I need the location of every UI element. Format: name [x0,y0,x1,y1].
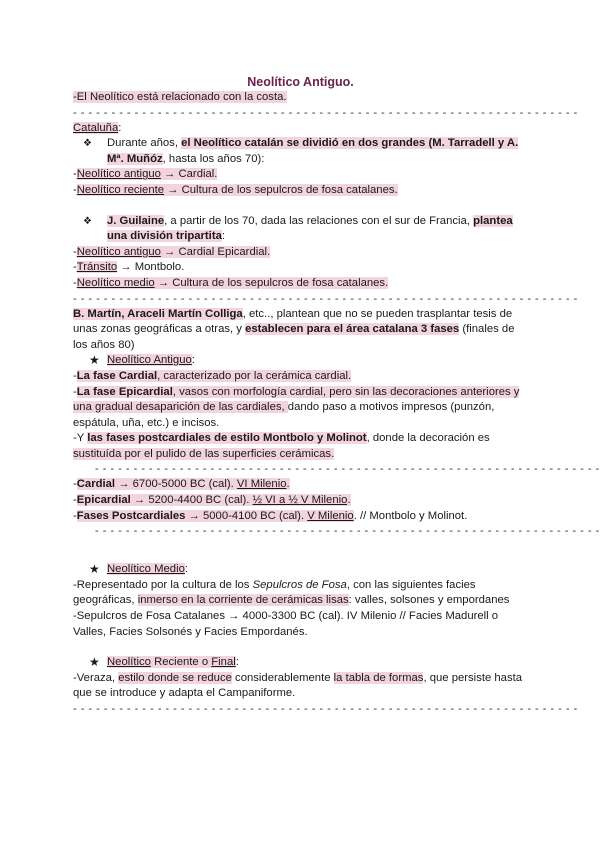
intro-text: -El Neolítico está relacionado con la costa. [73,91,287,103]
paragraph-sepulcros: -Sepulcros de Fosa Catalanes → 4000-3300 BC (cal). IV Milenio // Facies Madurell o Valles, Facies Solsonés y Facies Empordanés. [73,610,499,638]
page-title: Neolítico Antiguo. [247,75,354,89]
list-item: -Tránsito → Montbolo. [73,261,185,274]
paragraph-martin: B. Martín, Araceli Martín Colliga, etc.., plantean que no se pueden trasplantar tesis de unas zonas geográficas a otras, y establecen para el área catalana 3 fases (finales de los años 80) [73,307,515,351]
list-item: -La fase Cardial, caracterizado por la cerámica cardial. [73,369,352,382]
paragraph-veraza: -Veraza, estilo donde se reduce considerablemente la tabla de formas, que persiste hasta que se introduce y adapta el Campaniforme. [73,671,523,700]
diamond-bullet-icon: ❖ [83,138,92,150]
list-item: -Neolítico antiguo → Cardial Epicardial. [73,245,271,258]
bullet-guilaine: ❖ J. Guilaine, a partir de los 70, dada las relaciones con el sur de Francia, plantea una división tripartita: [83,214,513,243]
bullet-tarradell: ❖ Durante años, el Neolítico catalán se dividió en dos grandes (M. Tarradell y A. Mª. Muñóz, hasta los años 70): [83,137,519,165]
section-cataluna: Cataluña: [73,121,122,134]
paragraph-medio: -Representado por la cultura de los Sepulcros de Fosa, con las siguientes facies geográficas, inmerso en la corriente de cerámicas lisas: valles, solsones y empordanes [73,578,510,607]
list-item: -Neolítico medio → Cultura de los sepulcros de fosa catalanes. [73,276,389,289]
chronology-item: -Fases Postcardiales → 5000-4100 BC (cal). V Milenio. // Montbolo y Molinot. [73,509,468,522]
separator: - - - - - - - - - - - - - - - - - - - - - - - - - - - - - - - - - - - - - - - - - - - - - - - - - - - - - - - - - - - - - - - - - - [95,525,600,538]
separator: - - - - - - - - - - - - - - - - - - - - - - - - - - - - - - - - - - - - - - - - - - - - - - - - - - - - - - - - - - - - - - - - - - [73,703,578,715]
chronology-item: -Epicardial → 5200-4400 BC (cal). ½ VI a ½ V Milenio. [73,494,351,507]
heading-neolitico-reciente: ★ Neolítico Reciente o Final: [89,655,239,670]
list-item: -Neolítico reciente → Cultura de los sepulcros de fosa catalanes. [73,183,398,196]
list-item: -Y las fases postcardiales de estilo Montbolo y Molinot, donde la decoración es sustituída por el pulido de las superficies cerámicas. [73,432,490,460]
document-page [73,74,600,717]
list-item: -Neolítico antiguo → Cardial. [73,168,218,181]
list-item: -La fase Epicardial, vasos con morfología cardial, pero sin las decoraciones anteriores y una gradual desaparición de las cardiales, dando paso a motivos impresos (punzón, espátula, uña, etc.) e incisos. [73,385,520,429]
star-bullet-icon: ★ [89,353,100,368]
heading-neolitico-antiguo: ★ Neolítico Antiguo: [89,353,195,368]
separator: - - - - - - - - - - - - - - - - - - - - - - - - - - - - - - - - - - - - - - - - - - - - - - - - - - - - - - - - - - - - - - - - - - [95,463,600,476]
diamond-bullet-icon: ❖ [83,215,92,227]
separator: - - - - - - - - - - - - - - - - - - - - - - - - - - - - - - - - - - - - - - - - - - - - - - - - - - - - - - - - - - - - - - - - - - [73,292,578,305]
star-bullet-icon: ★ [89,562,100,577]
chronology-item: -Cardial → 6700-5000 BC (cal). VI Milenio. [73,478,290,491]
heading-neolitico-medio: ★ Neolítico Medio: [89,562,188,577]
star-bullet-icon: ★ [89,655,100,670]
intro-line [73,90,528,106]
separator: - - - - - - - - - - - - - - - - - - - - - - - - - - - - - - - - - - - - - - - - - - - - - - - - - - - - - - - - - - - - - - - - - - [73,106,578,119]
